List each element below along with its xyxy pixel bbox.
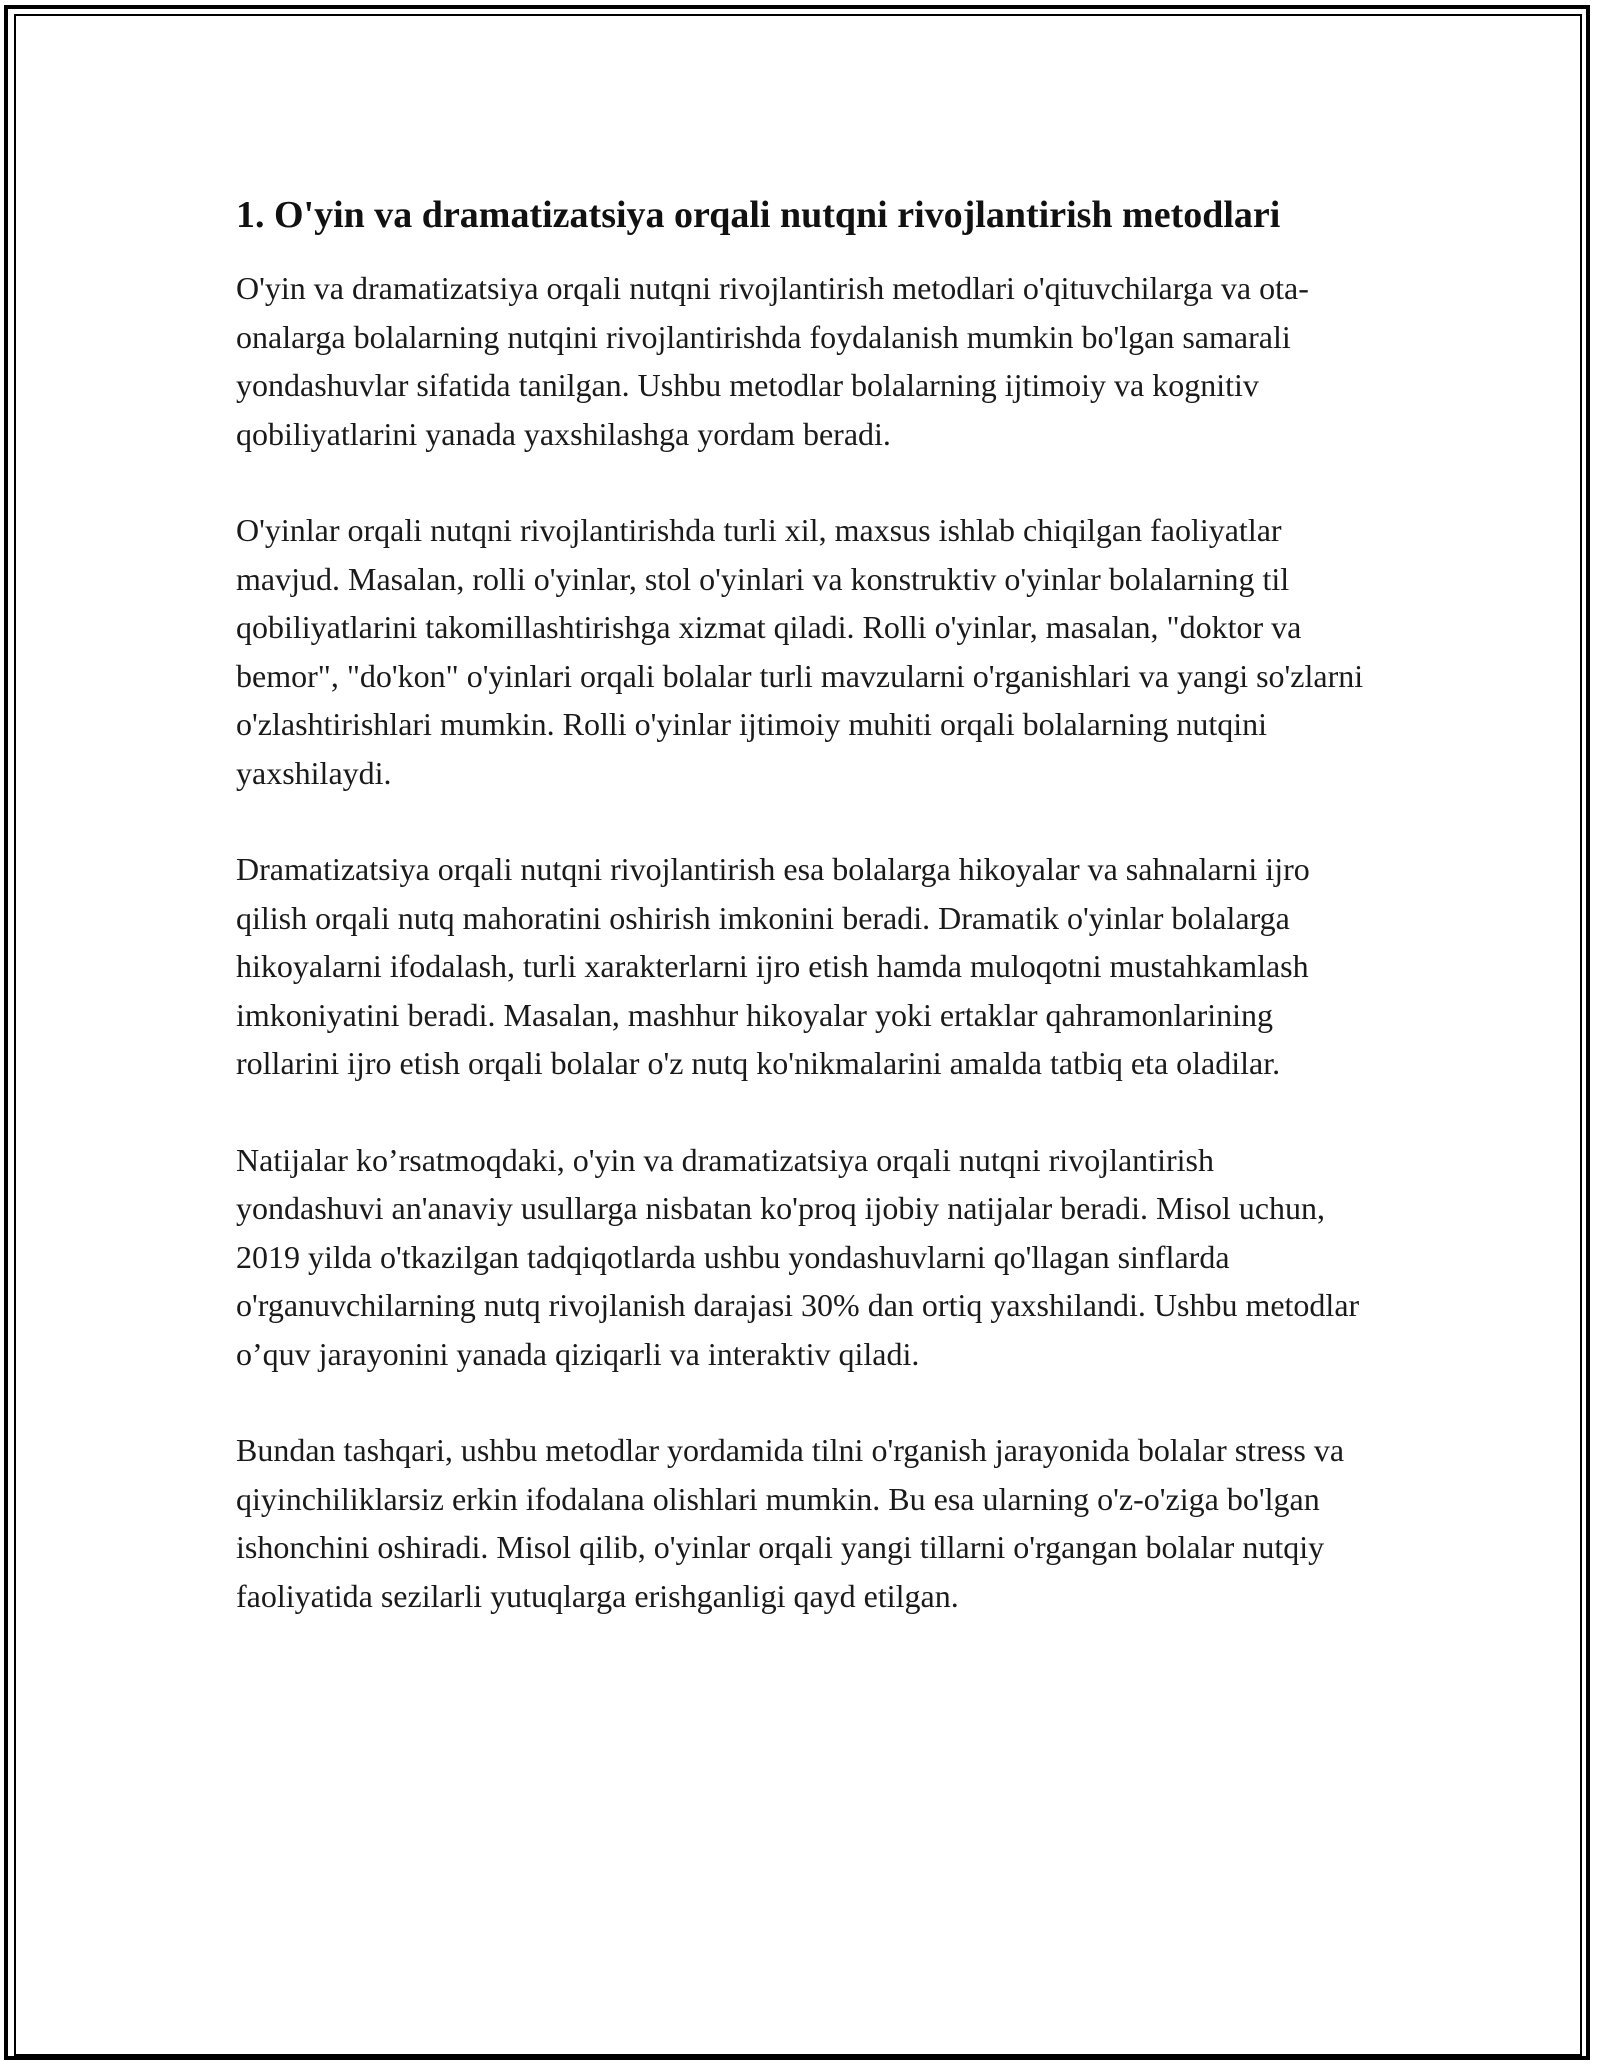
paragraph-3: Dramatizatsiya orqali nutqni rivojlantirish esa bolalarga hikoyalar va sahnalarni ijro qilish orqali nutq mahoratini oshirish imkonini beradi. Dramatik o'yinlar bolalarga hikoyalarni ifodalash, turli xarakterlarni ijro etish hamda muloqotni mustahkamlash imkoniyatini beradi. Masalan, mashhur hikoyalar yoki ertaklar qahramonlarining rollarini ijro etish orqali bolalar o'z nutq ko'nikmalarini amalda tatbiq eta oladilar. bbox=[236, 851, 1310, 1081]
paragraph-5: Bundan tashqari, ushbu metodlar yordamida tilni o'rganish jarayonida bolalar stress va qiyinchiliklarsiz erkin ifodalana olishlari mumkin. Bu esa ularning o'z-o'ziga bo'lgan ishonchini oshiradi. Misol qilib, o'yinlar orqali yangi tillarni o'rgangan bolalar nutqiy faoliyatida sezilarli yutuqlarga erishganligi qayd etilgan. bbox=[236, 1432, 1345, 1614]
paragraph-2: O'yinlar orqali nutqni rivojlantirishda turli xil, maxsus ishlab chiqilgan faoliyatlar mavjud. Masalan, rolli o'yinlar, stol o'yinlari va konstruktiv o'yinlar bolalarning til qobiliyatlarini takomillashtirishga xizmat qiladi. Rolli o'yinlar, masalan, "doktor va bemor", "do'kon" o'yinlari orqali bolalar turli mavzularni o'rganishlari va yangi so'zlarni o'zlashtirishlari mumkin. Rolli o'yinlar ijtimoiy muhiti orqali bolalarning nutqini yaxshilaydi. bbox=[236, 512, 1364, 791]
paragraph-4: Natijalar ko’rsatmoqdaki, o'yin va dramatizatsiya orqali nutqni rivojlantirish yondashuvi an'anaviy usullarga nisbatan ko'proq ijobiy natijalar beradi. Misol uchun, 2019 yilda o'tkazilgan tadqiqotlarda ushbu yondashuvlarni qo'llagan sinflarda o'rganuvchilarning nutq rivojlanish darajasi 30% dan ortiq yaxshilandi. Ushbu metodlar o’quv jarayonini yanada qiziqarli va interaktiv qiladi. bbox=[236, 1141, 1360, 1372]
paragraph-1: O'yin va dramatizatsiya orqali nutqni rivojlantirish metodlari o'qituvchilarga va ota-onalarga bolalarning nutqini rivojlantirishda foydalanish mumkin bo'lgan samarali yondashuvlar sifatida tanilgan. Ushbu metodlar bolalarning ijtimoiy va kognitiv qobiliyatlarini yanada yaxshilashga yordam beradi. bbox=[236, 270, 1309, 452]
document-body bbox=[236, 188, 1366, 1620]
section-heading: 1. O'yin va dramatizatsiya orqali nutqni rivojlantirish metodlari bbox=[236, 194, 1281, 236]
